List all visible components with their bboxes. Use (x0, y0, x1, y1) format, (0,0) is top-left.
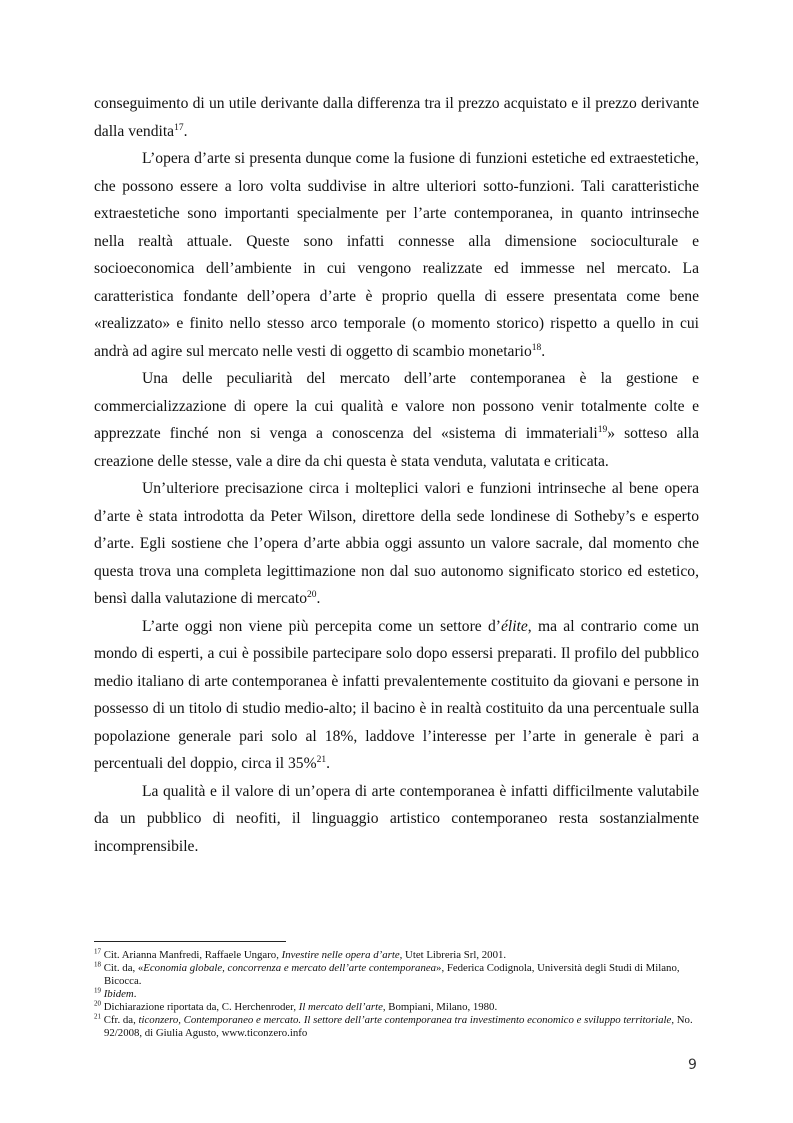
footnote-divider (94, 941, 286, 942)
paragraph-continuation: conseguimento di un utile derivante dalla differenza tra il prezzo acquistato e il prezzo derivante dalla vendita$^{17}$. (94, 95, 699, 140)
footnote: $^{21}$ Cfr. da, ticonzero, Contemporaneo e mercato. Il settore dell’arte contemporanea tra investimento economico e sviluppo territoriale, No. 92/2008, di Giulia Agusto, www.ticonzero.info (94, 1012, 693, 1039)
page-number: 9 (688, 1057, 697, 1073)
paragraph: Una delle peculiarità del mercato dell’arte contemporanea è la gestione e commercializzazione di opere la cui qualità e valore non possono venir totalmente colte e apprezzate finché non si venga a conoscenza del «sistema di immateriali$^{19}$» sotteso alla creazione delle stesse, vale a dire da chi questa è stata venduta, valutata e criticata. (94, 370, 699, 470)
paragraph: Un’ulteriore precisazione circa i molteplici valori e funzioni intrinseche al bene opera d’arte è stata introdotta da Peter Wilson, direttore della sede londinese di Sotheby’s e esperto d’arte. Egli sostiene che l’opera d’arte abbia oggi assunto un valore sacrale, dal momento che questa trova una completa legittimazione non dal suo autonomo significato storico ed estetico, bensì dalla valutazione di mercato$^{20}$. (94, 480, 699, 607)
footnotes (94, 941, 699, 1040)
footnote-ref-17[interactable]: 17 (174, 122, 184, 133)
paragraph: L’opera d’arte si presenta dunque come la fusione di funzioni estetiche ed extraestetiche, che possono essere a loro volta suddivise in altre ulteriori sotto-funzioni. Tali caratteristiche extraestetiche sono importanti specialmente per l’arte contemporanea, in quanto intrinseche nella realtà attuale. Queste sono infatti connesse alla dimensione socioculturale e socioeconomica dell’ambiente in cui vengono realizzate ed immesse nel mercato. La caratteristica fondante dell’opera d’arte è proprio quella di essere presentata come bene «realizzato» e finito nello stesso arco temporale (o momento storico) rispetto a quello in cui andrà ad agire sul mercato nelle vesti di oggetto di scambio monetario$^{18}$. (94, 150, 699, 360)
footnote-ref-20[interactable]: 20 (307, 589, 317, 600)
footnote-ref-18[interactable]: 18 (531, 342, 542, 353)
footnote: $^{18}$ Cit. da, «Economia globale, concorrenza e mercato dell’arte contemporanea», Federica Codignola, Università degli Studi di Milano, Bicocca. (94, 960, 680, 987)
paragraph: La qualità e il valore di un’opera di arte contemporanea è infatti difficilmente valutabile da un pubblico di neofiti, il linguaggio artistico contemporaneo resta sostanzialmente incomprensibile. (94, 782, 699, 855)
footnote: $^{17}$ Cit. Arianna Manfredi, Raffaele Ungaro, Investire nelle opera d’arte, Utet Libreria Srl, 2001. (94, 947, 507, 961)
footnote: $^{20}$ Dichiarazione riportata da, C. Herchenroder, Il mercato dell’arte, Bompiani, Milano, 1980. (94, 999, 498, 1013)
footnote-ref-21[interactable]: 21 (316, 754, 327, 765)
paragraph: L’arte oggi non viene più percepita come un settore d’élite, ma al contrario come un mondo di esperti, a cui è possibile partecipare solo dopo essersi preparati. Il profilo del pubblico medio italiano di arte contemporanea è infatti prevalentemente costituito da giovani e persone in possesso di un titolo di studio medio-alto; il bacino è in realtà costituito da una percentuale sulla popolazione generale pari solo al 18%, laddove l’interesse per l’arte in generale è pari a percentuali del doppio, circa il 35%$^{21}$. (94, 617, 699, 772)
footnote-ref-19[interactable]: 19 (597, 424, 608, 435)
footnote: $^{19}$ Ibidem. (94, 986, 137, 1000)
main-text (94, 90, 699, 860)
